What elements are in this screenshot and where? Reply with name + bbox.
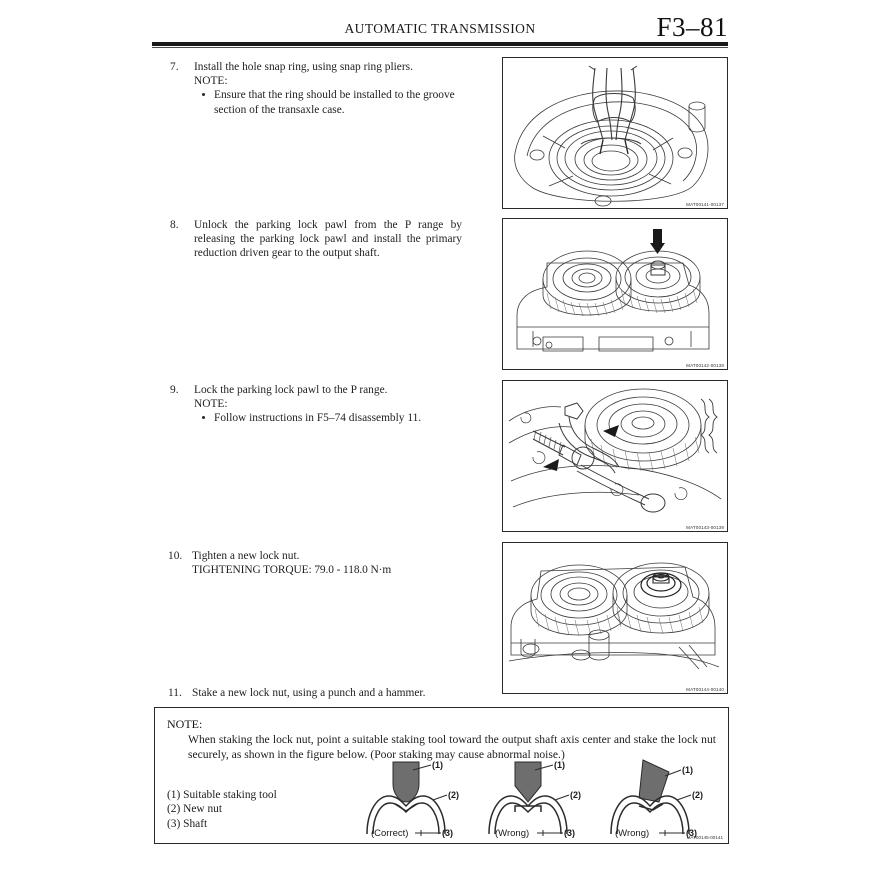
header-rule [152,42,728,46]
step-7-text: Install the hole snap ring, using snap ring pliers. [194,61,413,73]
staking-diagrams-illustration [365,754,725,840]
bullet-icon [202,93,205,96]
diagram-label-correct: (Correct) [371,828,409,839]
step-8-text: Unlock the parking lock pawl from the P range by releasing the parking lock pawl and install the primary reduction driven gear to the output shaft. [194,219,462,260]
legend-item-3: (3) Shaft [167,817,208,830]
page-header [152,12,728,42]
install-arrow-icon [650,229,665,254]
step-9-bullet-text: Follow instructions in F5–74 disassembly 11. [214,412,422,425]
figure-2-code: MAT00142-00138 [686,363,724,368]
step-11-number: 11. [168,687,182,699]
note-box-body: When staking the lock nut, point a suitable staking tool toward the output shaft axis center and stake the lock nut securely, as shown in the figure below. (Poor staking may cause abnormal noise.) [188,733,716,761]
figure-1-illustration [503,58,727,208]
step-9-bullet [170,411,470,425]
figure-3-illustration [503,381,727,531]
figure-lock-nut-tighten [502,542,728,694]
legend-item-2: (2) New nut [167,803,223,816]
step-10-number: 10. [168,550,183,562]
tightening-torque: TIGHTENING TORQUE: 79.0 - 118.0 N·m [192,564,392,577]
callout-2-label: (2) [692,790,703,800]
figure-snap-ring-pliers [502,57,728,209]
step-10-text: Tighten a new lock nut. [192,550,300,562]
step-10 [168,549,488,577]
step-9-text: Lock the parking lock pawl to the P range. [194,384,388,396]
callout-3-label: (3) [686,828,697,838]
step-11 [168,686,508,700]
step-7 [170,60,470,117]
step-9 [170,383,470,426]
note-box [154,707,729,844]
diagram-label-wrong: (Wrong) [615,828,650,839]
callout-2-label: (2) [570,790,581,800]
figure-4-illustration [503,543,727,693]
callout-3-label: (3) [442,828,453,838]
callout-1-label: (1) [682,765,693,775]
note-box-legend [167,788,277,831]
figure-4-code: MAT00144-00140 [686,687,724,692]
staking-diagram-correct [367,760,459,839]
header-rule-secondary [152,47,728,48]
staking-diagram-wrong-1 [489,760,581,839]
callout-1-label: (1) [432,760,443,770]
step-7-number: 7. [170,61,179,73]
callout-1-label: (1) [554,760,565,770]
figure-1-code: MAT00141-00137 [686,202,724,207]
note-box-figure-code: MAT00145-00141 [686,835,723,840]
legend-item-1: (1) Suitable staking tool [167,789,277,801]
figure-parking-lock-pawl [502,380,728,532]
diagram-label-wrong: (Wrong) [495,828,530,839]
staking-diagram-wrong-2 [611,760,703,839]
page-title: AUTOMATIC TRANSMISSION [344,21,536,36]
callout-2-label: (2) [448,790,459,800]
step-11-text: Stake a new lock nut, using a punch and a hammer. [192,687,426,699]
staking-diagrams [365,754,725,840]
callout-3-label: (3) [564,828,575,838]
step-7-bullet [170,88,470,116]
step-9-number: 9. [170,384,179,396]
figure-driven-gear-install [502,218,728,370]
figure-3-code: MAT00143-00139 [686,525,724,530]
step-8-number: 8. [170,219,179,231]
step-8 [170,218,462,261]
step-9-note-label: NOTE: [194,398,228,411]
step-7-note-label: NOTE: [194,75,228,88]
bullet-icon [202,416,205,419]
page-number: F3–81 [656,12,728,42]
figure-2-illustration [503,219,727,369]
note-box-title: NOTE: [167,717,203,731]
step-7-bullet-text: Ensure that the ring should be installed to the groove section of the transaxle case. [214,89,455,116]
